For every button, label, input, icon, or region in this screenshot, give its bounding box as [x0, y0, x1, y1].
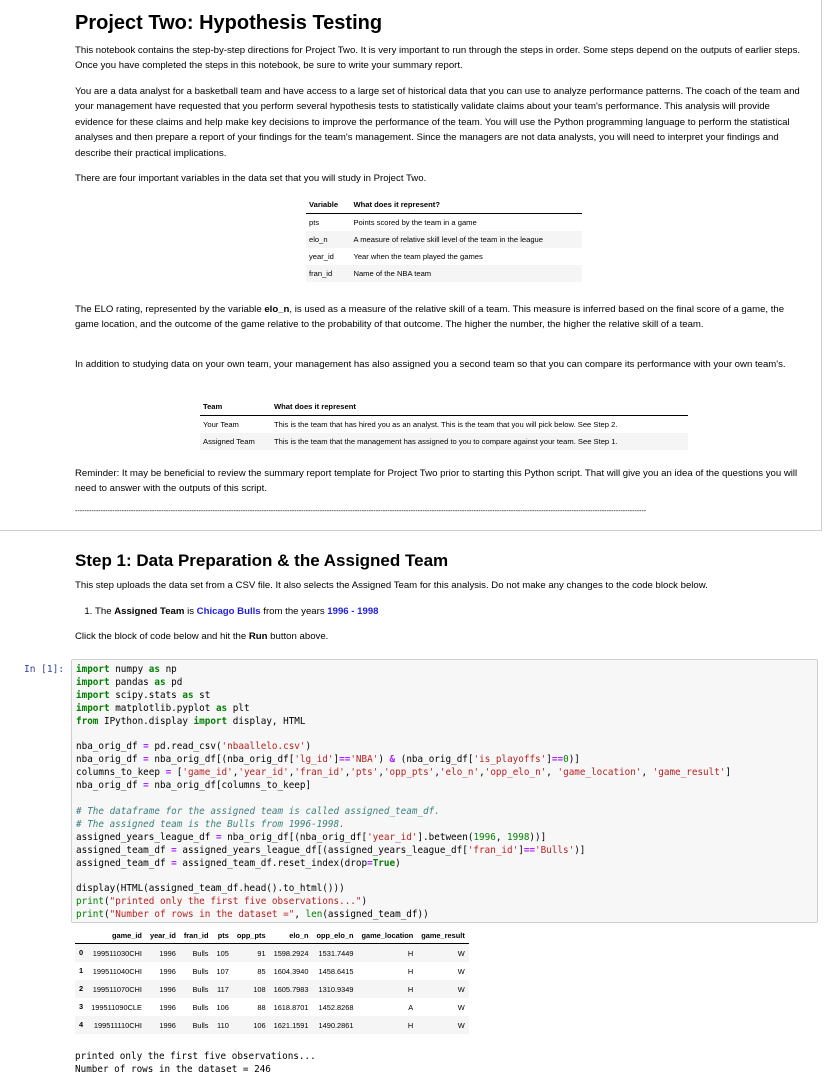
table-cell: H: [357, 980, 417, 998]
table-header: fran_id: [180, 929, 213, 944]
code-token: =: [171, 844, 177, 856]
code-token: import: [76, 689, 110, 701]
code-token: ): [395, 857, 401, 869]
code-token: ,: [344, 767, 351, 779]
table-row: [75, 998, 469, 1016]
code-token: (assigned_team_df)): [322, 909, 429, 921]
code-token: 'nbaallelo.csv': [221, 741, 306, 753]
list-text: is: [184, 606, 197, 617]
code-token: 0: [563, 754, 569, 766]
row-index: 2: [75, 980, 87, 998]
table-row: [75, 1016, 469, 1034]
cell-output-text: [75, 1050, 316, 1076]
table-cell: 1490.2861: [313, 1016, 358, 1034]
code-token: nba_orig_df: [76, 754, 144, 766]
code-token: nba_orig_df[(nba_orig_df[: [148, 754, 295, 766]
code-token: 'lg_id': [294, 754, 334, 766]
elo-paragraph: [75, 302, 805, 333]
list-item: [95, 604, 805, 619]
elo-text: The ELO rating, represented by the variable: [75, 304, 265, 315]
code-token: as: [148, 664, 160, 675]
table-header: What does it represent: [271, 399, 688, 416]
code-cell-editor[interactable]: [71, 659, 818, 923]
table-header: game_location: [357, 929, 417, 944]
code-token: 'is_playoffs': [473, 754, 547, 766]
table-cell: 106: [216, 1002, 229, 1012]
code-token: columns_to_keep: [76, 767, 166, 779]
table-header: game_result: [417, 929, 469, 944]
table-cell: Bulls: [180, 944, 213, 963]
table-cell: 199511110CHI: [87, 1016, 146, 1034]
code-token: 'game_location': [557, 767, 642, 779]
code-comment: # The assigned team is the Bulls from 1996-1998.: [76, 818, 345, 830]
table-cell: 85: [257, 966, 266, 976]
code-token: (: [104, 896, 110, 908]
code-token: &: [389, 754, 396, 766]
table-header: [75, 929, 87, 944]
run-label: Run: [248, 631, 268, 642]
table-cell: 1531.7449: [313, 944, 358, 963]
table-header: year_id: [146, 929, 180, 944]
code-comment: # The dataframe for the assigned team is called assigned_team_df.: [76, 805, 440, 817]
table-header: Team: [200, 399, 271, 416]
step1-list: [75, 604, 805, 619]
code-text: [72, 660, 817, 922]
table-row: [75, 944, 469, 963]
table-cell: A: [408, 1002, 414, 1012]
table-cell: 1996: [146, 1016, 180, 1034]
code-token: 'game_result': [652, 767, 726, 779]
table-cell: H: [407, 966, 414, 976]
code-token: 'game_id': [182, 767, 233, 779]
elo-variable: elo_n: [264, 304, 290, 315]
table-header: Variable: [306, 197, 350, 214]
table-cell: elo_n: [306, 231, 350, 248]
code-token: from: [76, 715, 99, 727]
step1-title: Step 1: Data Preparation & the Assigned Team: [75, 551, 449, 570]
code-token: 'fran_id': [294, 767, 345, 779]
code-token: assigned_team_df: [76, 857, 172, 869]
code-token: print: [76, 909, 104, 921]
code-token: import: [76, 676, 110, 688]
code-token: nba_orig_df[columns_to_keep]: [148, 780, 312, 792]
intro-paragraph: This notebook contains the step-by-step directions for Project Two. It is very important to run through the steps in order. Some steps depend on the outputs of earlier steps. Once you have completed the steps in this notebook, be sure to write your summary report.: [75, 45, 801, 72]
code-token: as: [154, 676, 166, 688]
table-cell: 105: [212, 944, 232, 963]
table-cell: 1452.8268: [318, 1002, 354, 1012]
code-token: ,: [546, 767, 558, 779]
code-token: assigned_years_league_df[(assigned_years_league_df[: [176, 844, 468, 856]
code-token: ,: [434, 767, 440, 779]
code-token: ,: [232, 767, 239, 779]
table-header: elo_n: [270, 929, 313, 944]
table-cell: 1996: [159, 1002, 176, 1012]
table-cell: 117: [212, 980, 232, 998]
code-token: assigned_years_league_df: [76, 831, 216, 843]
table-cell: year_id: [309, 252, 334, 261]
table-cell: 1598.2924: [270, 944, 313, 963]
code-token: 'year_id': [238, 767, 289, 779]
code-token: ,: [495, 831, 508, 843]
code-token: np: [159, 664, 177, 675]
table-cell: Assigned Team: [200, 433, 271, 450]
code-token: =: [143, 780, 149, 792]
code-token: "Number of rows in the dataset =": [109, 909, 295, 921]
code-token: ): [378, 754, 390, 766]
code-token: ]: [333, 754, 340, 766]
code-token: =: [143, 754, 149, 766]
instruction-text: button above.: [267, 631, 329, 642]
code-token: =: [367, 857, 373, 869]
table-cell: fran_id: [306, 265, 350, 282]
code-token: import: [76, 664, 110, 675]
table-cell: Bulls: [180, 980, 213, 998]
row-index: 1: [75, 962, 87, 980]
step1-description: This step uploads the data set from a CSV file. It also selects the Assigned Team for this analysis. Do not make any changes to the code block below.: [75, 580, 708, 591]
table-cell: W: [457, 966, 465, 976]
code-token: 'opp_pts': [383, 767, 435, 779]
code-token: True: [372, 857, 396, 869]
code-token: st: [193, 689, 211, 701]
row-index: 3: [75, 998, 87, 1016]
code-token: as: [182, 689, 194, 701]
table-cell: 1621.1591: [270, 1016, 313, 1034]
code-token: )]: [574, 844, 586, 856]
table-cell: Your Team: [203, 420, 239, 429]
table-cell: Points scored by the team in a game: [353, 218, 477, 227]
row-index: 4: [75, 1016, 87, 1034]
code-token: ]: [518, 844, 524, 856]
table-cell: 199511030CHI: [87, 944, 146, 963]
code-token: ,: [294, 909, 306, 921]
code-token: pd: [165, 676, 183, 688]
table-cell: 108: [233, 980, 270, 998]
code-token: (: [104, 909, 110, 921]
code-token: ]: [725, 767, 732, 779]
code-token: ))]: [529, 831, 547, 843]
step1-section: [75, 550, 805, 572]
code-token: ): [305, 741, 312, 753]
table-cell: H: [357, 944, 417, 963]
table-cell: 1604.3940: [273, 966, 309, 976]
table-cell: 199511070CHI: [87, 980, 146, 998]
code-token: 1998: [507, 831, 530, 843]
table-header: What does it represent?: [350, 197, 582, 214]
table-row: [75, 980, 469, 998]
team-table: [200, 399, 688, 450]
variables-intro: There are four important variables in the data set that you will study in Project Two.: [75, 173, 427, 184]
table-cell: 88: [257, 1002, 266, 1012]
code-token: ].between(: [417, 831, 474, 843]
table-cell: Bulls: [180, 1016, 213, 1034]
code-token: "printed only the first five observations...": [109, 896, 362, 908]
team-paragraph: In addition to studying data on your own team, your management has also assigned you a second team so that you can compare its performance with your own team's.: [75, 359, 786, 370]
code-token: =: [143, 741, 149, 753]
code-token: ,: [479, 767, 485, 779]
dataframe-output-table: [75, 929, 469, 1034]
code-token: as: [215, 702, 228, 714]
assigned-years: 1996 - 1998: [327, 606, 379, 617]
code-token: ,: [288, 767, 295, 779]
markdown-cell-intro[interactable]: [0, 0, 822, 531]
list-text: Assigned Team: [114, 606, 185, 617]
code-token: nba_orig_df: [76, 741, 144, 753]
code-token: display, HTML: [227, 715, 306, 727]
table-cell: W: [417, 980, 469, 998]
table-header: opp_pts: [233, 929, 270, 944]
table-cell: This is the team that the management has assigned to you to compare against your team. See Step 1.: [271, 433, 688, 450]
table-cell: A measure of relative skill level of the team in the league: [350, 231, 582, 248]
code-token: display(HTML(assigned_team_df.head().to_html())): [76, 883, 345, 895]
table-cell: 1996: [146, 944, 180, 963]
table-cell: W: [457, 1002, 465, 1012]
table-cell: 199511040CHI: [92, 966, 142, 976]
code-token: len: [305, 909, 323, 921]
table-cell: pts: [309, 218, 320, 227]
table-cell: 1996: [159, 966, 176, 976]
code-token: 'elo_n': [439, 767, 480, 779]
table-cell: Bulls: [192, 966, 209, 976]
code-token: ,: [378, 767, 384, 779]
code-token: matplotlib.pyplot: [109, 702, 216, 714]
code-token: 'NBA': [350, 754, 379, 766]
table-cell: 1996: [146, 980, 180, 998]
table-cell: 106: [233, 1016, 270, 1034]
table-cell: 1310.9349: [313, 980, 358, 998]
cell-prompt: In [1]:: [24, 664, 65, 675]
table-cell: W: [417, 1016, 469, 1034]
output-line: printed only the first five observations...: [75, 1051, 316, 1062]
code-token: IPython.display: [98, 715, 194, 727]
code-token: 1996: [473, 831, 496, 843]
code-token: import: [193, 715, 228, 727]
row-index: 0: [75, 944, 87, 963]
table-cell: 91: [233, 944, 270, 963]
table-cell: Name of the NBA team: [350, 265, 582, 282]
table-cell: 107: [216, 966, 229, 976]
code-token: )]: [568, 754, 580, 766]
table-row: [75, 962, 469, 980]
table-cell: Bulls: [192, 1002, 209, 1012]
code-token: assigned_team_df.reset_index(drop: [176, 857, 368, 869]
code-token: =: [215, 831, 222, 843]
code-token: [: [171, 767, 183, 779]
table-cell: 1618.8701: [273, 1002, 309, 1012]
code-token: 'Bulls': [535, 844, 575, 856]
context-paragraph: You are a data analyst for a basketball team and have access to a large set of historical data that you can use to analyze performance patterns. The coach of the team and your management have requested that you perform several hypothesis tests to statistically validate claims about your team's performance. This analysis will provide evidence for these claims and help make key decisions to improve the performance of the team. You will use the Python programming language to perform the statistical analyses and then prepare a report of your findings for the team's management. Since the managers are not data analysts, you will need to interpret your findings and describe their practical implications.: [75, 86, 800, 159]
code-token: 'pts': [350, 767, 379, 779]
code-token: plt: [227, 702, 250, 714]
table-header: opp_elo_n: [313, 929, 358, 944]
code-token: 'year_id': [367, 831, 418, 843]
code-token: =: [165, 767, 172, 779]
table-cell: 1458.6415: [318, 966, 354, 976]
code-token: print: [76, 896, 104, 908]
code-token: scipy.stats: [109, 689, 183, 701]
code-token: nba_orig_df[(nba_orig_df[: [221, 831, 368, 843]
list-text: The: [95, 606, 115, 617]
table-header: pts: [212, 929, 232, 944]
code-token: 'fran_id': [467, 844, 519, 856]
table-cell: H: [357, 1016, 417, 1034]
variables-table: [306, 197, 582, 282]
divider-line: -----------------------------------------------------------------------------------------------------------------------------------------------------------------------------------------------------------------------------------------------------: [75, 508, 647, 515]
reminder-paragraph: Reminder: It may be beneficial to review the summary report template for Project Two prior to starting this Python script. That will give you an idea of the questions you will need to answer with the outputs of this script.: [75, 468, 798, 495]
table-cell: 199511090CLE: [91, 1002, 142, 1012]
page-title: Project Two: Hypothesis Testing: [75, 12, 383, 34]
code-token: ]: [546, 754, 552, 766]
code-token: pd.read_csv(: [148, 741, 222, 753]
table-cell: W: [417, 944, 469, 963]
code-token: assigned_team_df: [76, 844, 172, 856]
instruction-text: Click the block of code below and hit the: [75, 631, 249, 642]
elo-text: , is used as a measure of the relative skill of a team. This measure is inferred based on the final score of a game, the game location, and the outcome of the game relative to the probability of that outcome. The higher the number, the higher the relative skill of a team.: [75, 304, 785, 331]
table-cell: 110: [212, 1016, 232, 1034]
assigned-team-name: Chicago Bulls: [196, 606, 261, 617]
code-token: import: [76, 702, 110, 714]
table-cell: 1605.7983: [270, 980, 313, 998]
code-token: ==: [523, 844, 536, 856]
table-cell: This is the team that has hired you as an analyst. This is the team that you will pick below. See Step 2.: [274, 420, 618, 429]
code-token: ==: [551, 754, 564, 766]
code-token: 'opp_elo_n': [484, 767, 547, 779]
table-cell: Year when the team played the games: [353, 252, 483, 261]
code-token: ==: [339, 754, 351, 766]
run-instruction: [75, 629, 805, 644]
code-token: ): [361, 896, 368, 908]
code-token: nba_orig_df: [76, 780, 144, 792]
code-token: pandas: [109, 676, 155, 688]
code-token: =: [171, 857, 177, 869]
table-header: game_id: [87, 929, 146, 944]
code-token: ,: [641, 767, 653, 779]
code-token: numpy: [109, 664, 149, 675]
code-token: (nba_orig_df[: [395, 754, 474, 766]
output-line: Number of rows in the dataset = 246: [75, 1064, 271, 1075]
list-text: from the years: [260, 606, 328, 617]
